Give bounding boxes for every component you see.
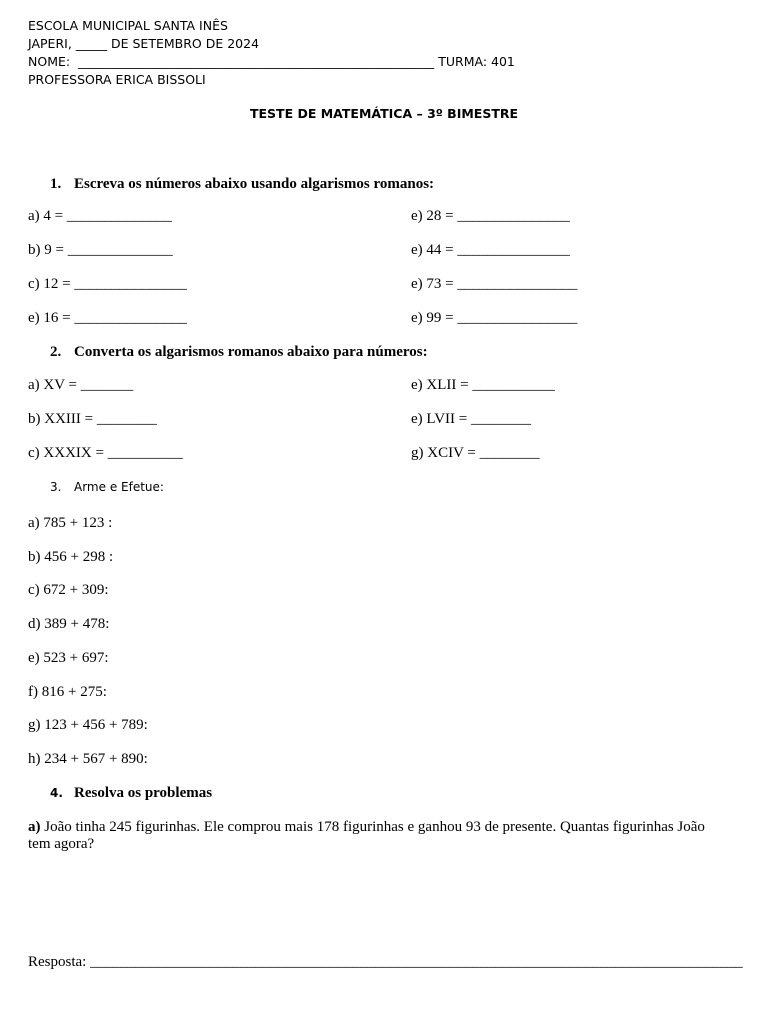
section1-item: e) 44 = _______________ (411, 242, 570, 258)
section2-item: b) XXIII = ________ (28, 411, 157, 427)
section3-item: h) 234 + 567 + 890: (28, 751, 148, 767)
section2-item: e) LVII = ________ (411, 411, 531, 427)
section3-number: 3. (50, 480, 62, 494)
section1-item: a) 4 = ______________ (28, 208, 172, 224)
section2-item: e) XLII = ___________ (411, 377, 555, 393)
section3-item: f) 816 + 275: (28, 684, 107, 700)
section3-item: e) 523 + 697: (28, 650, 109, 666)
section3-title: Arme e Efetue: (74, 480, 164, 494)
section4-number: 4. (50, 786, 63, 800)
problem-text: João tinha 245 figurinhas. Ele comprou mais 178 figurinhas e ganhou 93 de presente. Quantas figurinhas João (44, 819, 705, 835)
section2-item: a) XV = _______ (28, 377, 134, 393)
section1-item: e) 28 = _______________ (411, 208, 570, 224)
section1-item: c) 12 = _______________ (28, 276, 187, 292)
test-title: TESTE DE MATEMÁTICA – 3º BIMESTRE (249, 106, 519, 121)
section4-title: Resolva os problemas (74, 785, 213, 801)
problem-line-2: tem agora? (28, 836, 95, 852)
section3-item: b) 456 + 298 : (28, 549, 114, 565)
school-name: ESCOLA MUNICIPAL SANTA INÊS (28, 18, 228, 33)
section3-item: g) 123 + 456 + 789: (28, 717, 148, 733)
section2-item: g) XCIV = ________ (411, 445, 540, 461)
section2-title: Converta os algarismos romanos abaixo para números: (74, 344, 428, 360)
section3-item: d) 389 + 478: (28, 616, 110, 632)
section2-number: 2. (50, 344, 62, 360)
section3-item: c) 672 + 309: (28, 582, 109, 598)
section1-item: b) 9 = ______________ (28, 242, 173, 258)
section2-item: c) XXXIX = __________ (28, 445, 183, 461)
section1-item: e) 16 = _______________ (28, 310, 187, 326)
section1-item: e) 73 = ________________ (411, 276, 578, 292)
section1-item: e) 99 = ________________ (411, 310, 578, 326)
student-name-line: NOME: _________________________________________________________ TURMA: 401 (28, 54, 515, 69)
teacher-name: PROFESSORA ERICA BISSOLI (28, 72, 206, 87)
section1-number: 1. (50, 176, 62, 192)
section3-item: a) 785 + 123 : (28, 515, 113, 531)
date-line: JAPERI, _____ DE SETEMBRO DE 2024 (28, 36, 260, 51)
problem-label: a) (28, 819, 41, 835)
answer-line: Resposta: _______________________________________________________________________________________ (28, 954, 743, 970)
problem-line-1 (28, 820, 705, 835)
section1-title: Escreva os números abaixo usando algarismos romanos: (74, 176, 435, 192)
